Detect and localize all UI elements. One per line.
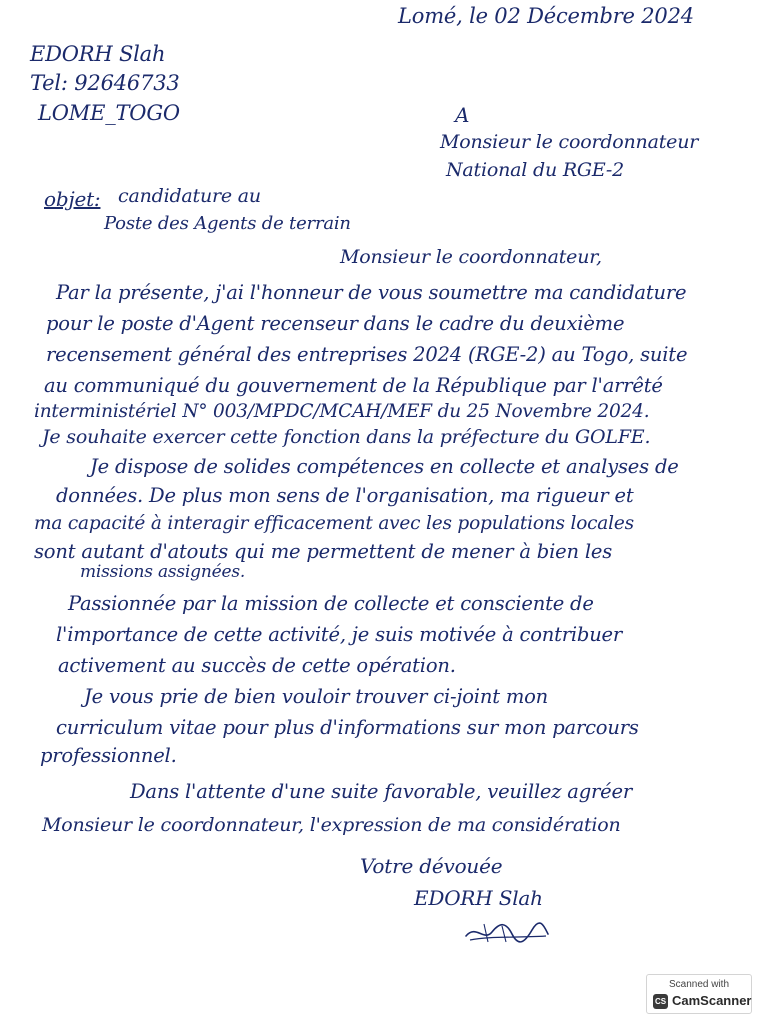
body-line: Par la présente, j'ai l'honneur de vous soumettre ma candidature: [56, 281, 687, 304]
body-line: ma capacité à interagir efficacement avec les populations locales: [34, 513, 634, 534]
body-line: curriculum vitae pour plus d'informations sur mon parcours: [56, 716, 639, 739]
camscanner-caption: Scanned with: [668, 979, 730, 990]
place-date: Lomé, le 02 Décembre 2024: [398, 4, 694, 28]
body-line: au communiqué du gouvernement de la République par l'arrêté: [44, 374, 663, 397]
body-line: activement au succès de cette opération.: [58, 654, 456, 677]
body-line: interministériel N° 003/MPDC/MCAH/MEF du 25 Novembre 2024.: [34, 401, 650, 422]
closing: Votre dévouée: [360, 854, 503, 878]
signature-name: EDORH Slah: [414, 886, 543, 910]
body-line: Monsieur le coordonnateur, l'expression de ma considération: [42, 814, 621, 836]
sender-name: EDORH Slah: [30, 42, 166, 66]
subject-label: objet:: [44, 187, 101, 211]
camscanner-brand: CamScanner: [672, 993, 752, 1008]
body-line: pour le poste d'Agent recenseur dans le cadre du deuxième: [46, 312, 625, 335]
body-line: sont autant d'atouts qui me permettent de mener à bien les: [34, 540, 613, 563]
body-line: Dans l'attente d'une suite favorable, veuillez agréer: [130, 780, 632, 803]
camscanner-logo-icon: CS: [653, 994, 668, 1009]
sender-city: LOME_TOGO: [38, 101, 180, 125]
body-line: Je dispose de solides compétences en collecte et analyses de: [90, 455, 679, 478]
handwritten-signature: [462, 914, 552, 948]
recipient-to: A: [455, 103, 470, 127]
body-line: Je souhaite exercer cette fonction dans la préfecture du GOLFE.: [42, 426, 651, 448]
recipient-line2: National du RGE-2: [446, 159, 625, 181]
body-line: recensement général des entreprises 2024 (RGE-2) au Togo, suite: [46, 343, 688, 366]
body-line: données. De plus mon sens de l'organisation, ma rigueur et: [56, 484, 634, 507]
sender-phone: Tel: 92646733: [30, 71, 180, 95]
salutation: Monsieur le coordonnateur,: [340, 246, 602, 268]
subject-line1: candidature au: [118, 185, 261, 207]
camscanner-watermark: [646, 974, 752, 1014]
body-line: professionnel.: [40, 744, 177, 767]
body-line: l'importance de cette activité, je suis motivée à contribuer: [56, 623, 623, 646]
body-line: Passionnée par la mission de collecte et consciente de: [68, 592, 594, 615]
recipient-line1: Monsieur le coordonnateur: [440, 131, 699, 153]
subject-line2: Poste des Agents de terrain: [104, 213, 351, 234]
body-line: missions assignées.: [80, 562, 246, 582]
body-line: Je vous prie de bien vouloir trouver ci-joint mon: [84, 685, 549, 708]
